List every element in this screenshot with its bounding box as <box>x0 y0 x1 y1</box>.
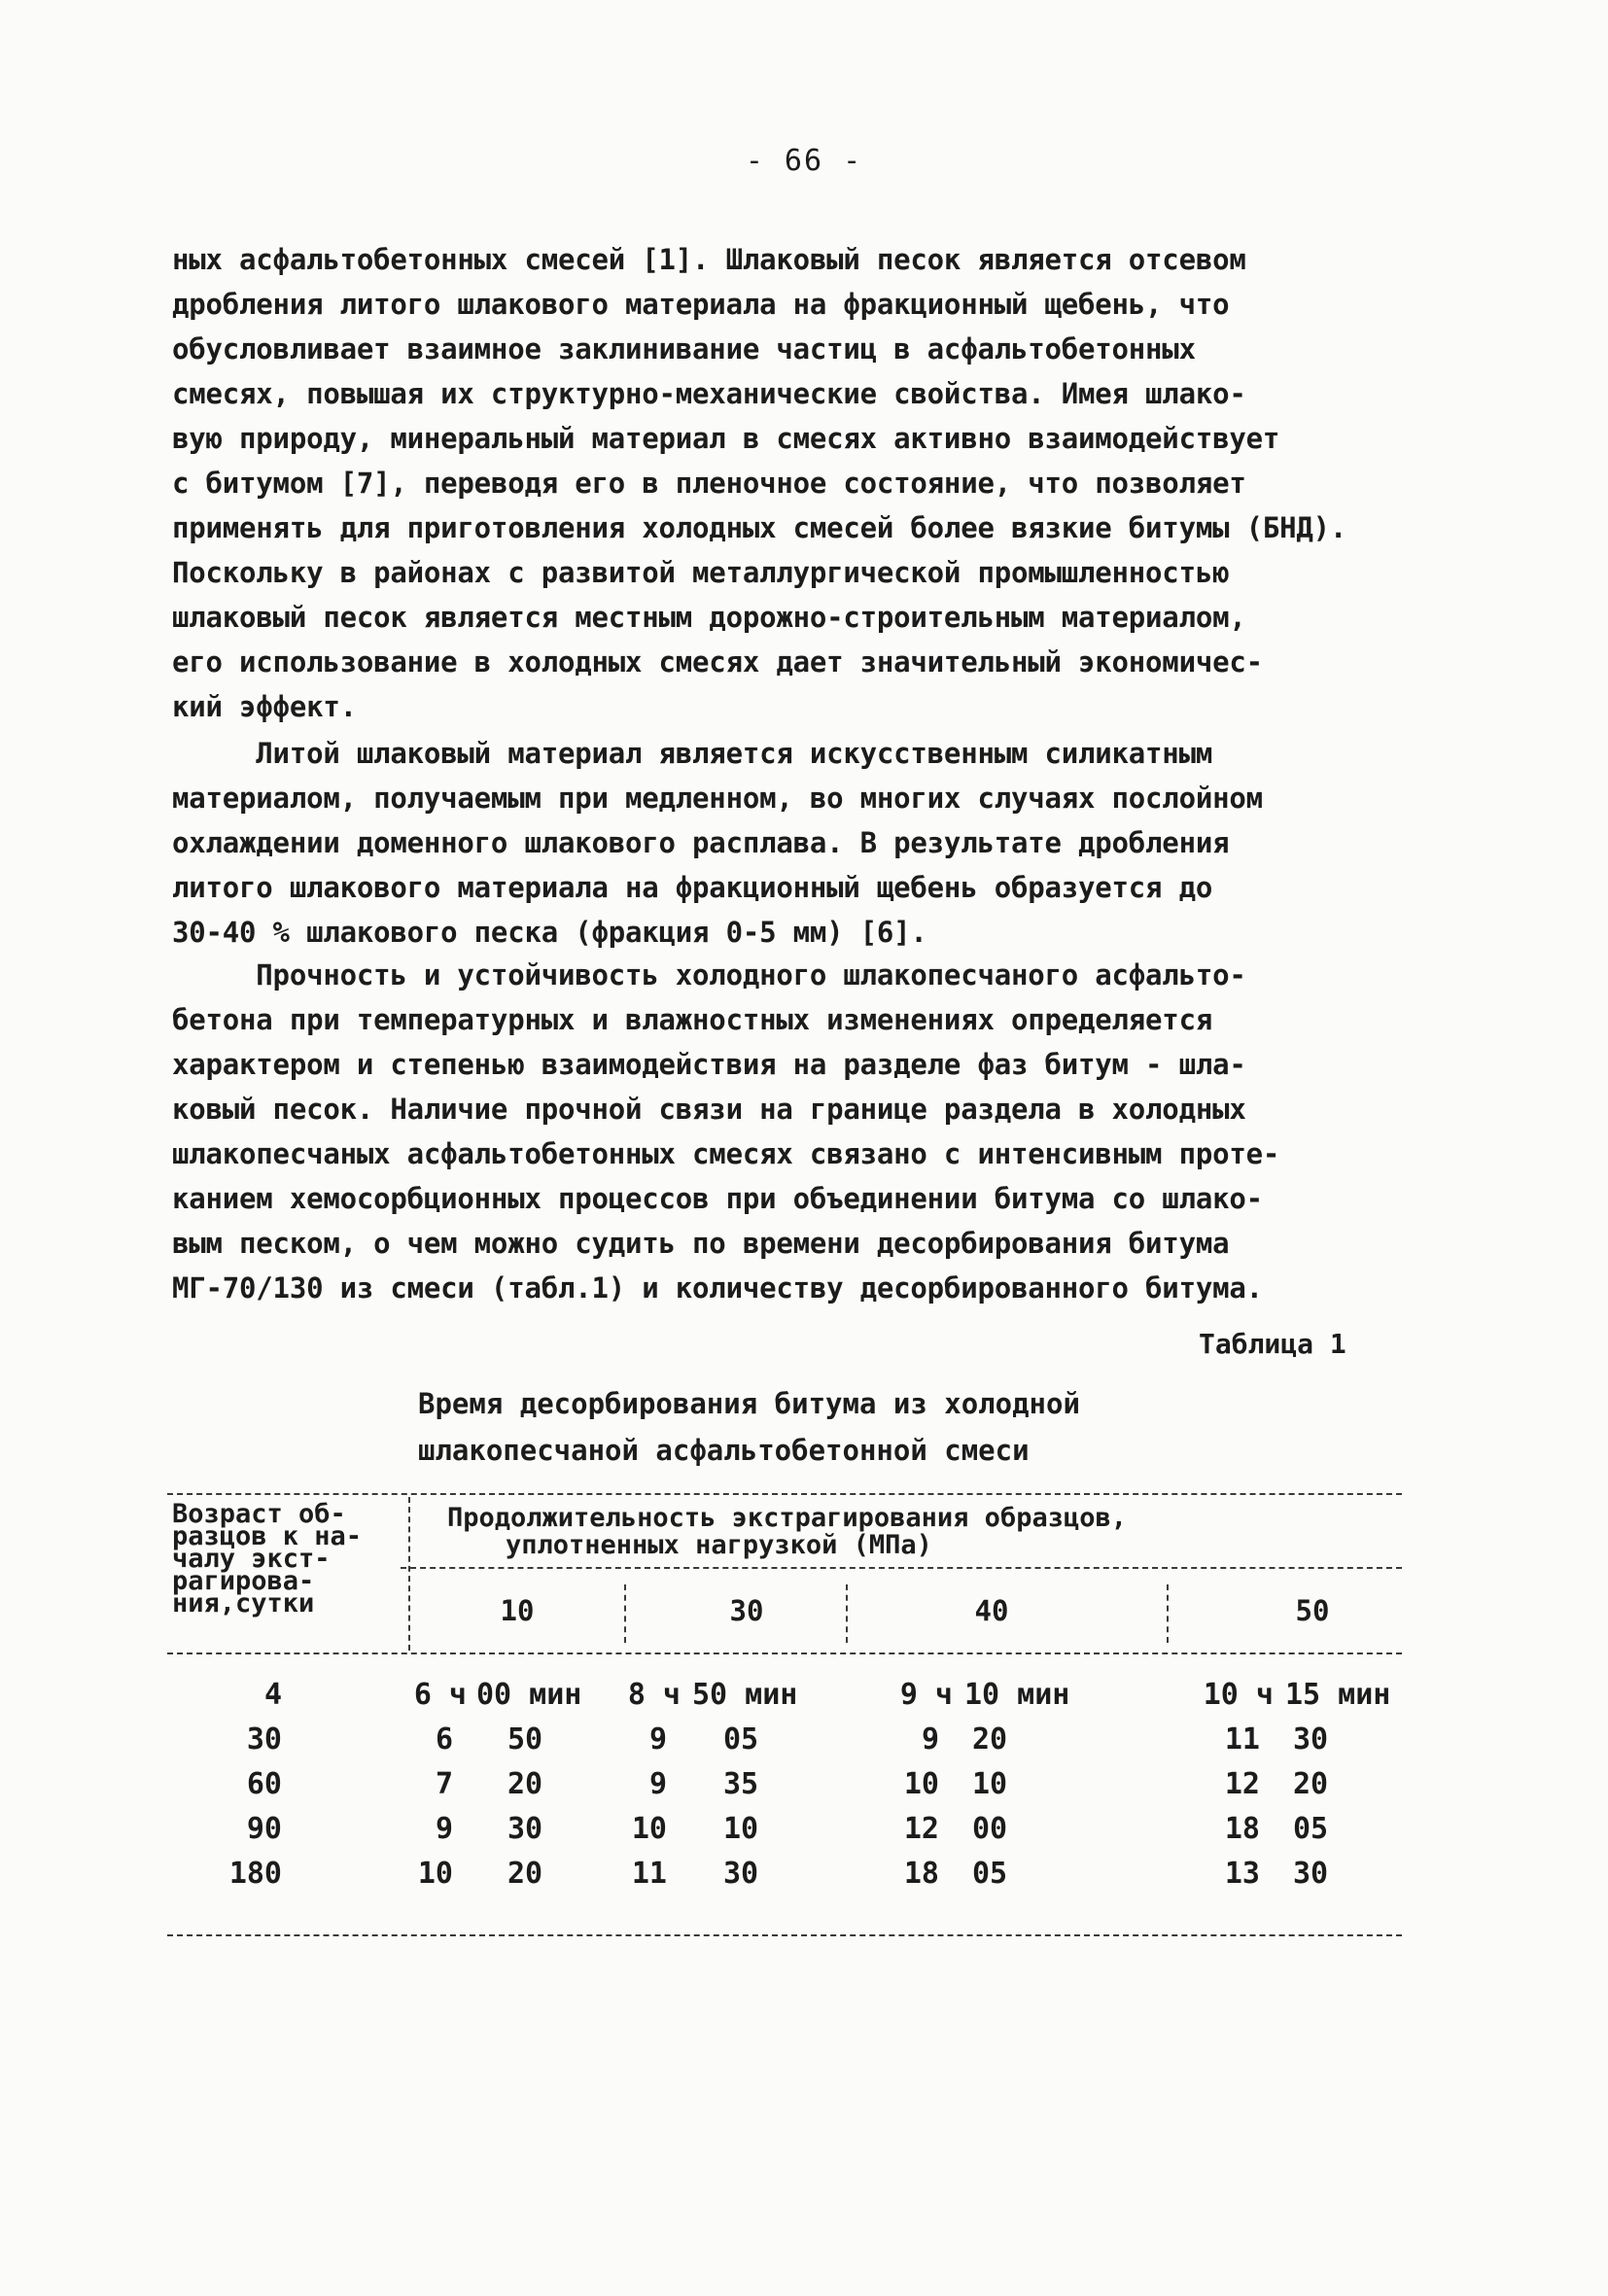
row-header-line: разцов к на- <box>172 1521 363 1551</box>
text-line: бетона при температурных и влажностных изменениях определяется <box>172 1003 1213 1036</box>
table-bottom-rule <box>167 1934 1402 1936</box>
text-line: шлаковый песок является местным дорожно-строительным материалом, <box>172 601 1246 634</box>
table-cell-age: 4 <box>263 1678 282 1712</box>
table-cell-hours: 10 ч <box>1203 1678 1274 1712</box>
table-cell-minutes: 30 <box>723 1857 759 1891</box>
table-cell-minutes: 30 <box>1293 1857 1329 1891</box>
table-cell-hours: 9 <box>435 1812 453 1846</box>
column-divider <box>624 1584 626 1643</box>
table-cell-hours: 10 <box>903 1767 939 1801</box>
paragraph-3 <box>172 953 1426 1310</box>
table-cell-minutes: 50 мин <box>692 1678 798 1712</box>
table-cell-age: 90 <box>246 1812 282 1846</box>
table-cell-minutes: 00 <box>972 1812 1008 1846</box>
table-cell-minutes: 20 <box>507 1857 543 1891</box>
text-line: кий эффект. <box>172 690 357 723</box>
column-group-line: Продолжительность экстрагирования образцов, <box>447 1503 1127 1533</box>
text-line: его использование в холодных смесях дает значительный экономичес- <box>172 645 1263 678</box>
table-cell-age: 30 <box>246 1722 282 1757</box>
text-line: Литой шлаковый материал является искусственным силикатным <box>172 737 1213 770</box>
text-line: вым песком, о чем можно судить по времени десорбирования битума <box>172 1227 1230 1260</box>
paragraph-2 <box>172 731 1426 955</box>
text-line: Поскольку в районах с развитой металлургической промышленностью <box>172 556 1230 589</box>
table-cell-hours: 9 <box>648 1722 667 1757</box>
text-line: охлаждении доменного шлакового расплава. В результате дробления <box>172 826 1230 859</box>
text-line: обусловливает взаимное заклинивание частиц в асфальтобетонных <box>172 332 1196 365</box>
table-cell-hours: 8 ч <box>627 1678 681 1712</box>
text-line: канием хемосорбционных процессов при объединении битума со шлако- <box>172 1182 1263 1215</box>
text-line: шлакопесчаных асфальтобетонных смесях связано с интенсивным проте- <box>172 1137 1280 1170</box>
row-header-line: чалу экст- <box>172 1544 331 1574</box>
table-cell-hours: 12 <box>1224 1767 1260 1801</box>
table-cell-hours: 18 <box>1224 1812 1260 1846</box>
column-group-header <box>447 1505 1400 1559</box>
table-cell-minutes: 50 <box>507 1722 543 1757</box>
table-cell-minutes: 05 <box>1293 1812 1329 1846</box>
table-cell-hours: 9 <box>648 1767 667 1801</box>
row-header-line: рагирова- <box>172 1566 315 1596</box>
table-cell-minutes: 30 <box>507 1812 543 1846</box>
column-divider <box>408 1497 410 1651</box>
table-cell-minutes: 35 <box>723 1767 759 1801</box>
table-cell-hours: 12 <box>903 1812 939 1846</box>
table-cell-minutes: 00 мин <box>476 1678 582 1712</box>
table-cell-hours: 7 <box>435 1767 453 1801</box>
table-label: Таблица 1 <box>1199 1328 1346 1360</box>
table-cell-minutes: 20 <box>1293 1767 1329 1801</box>
table-cell-age: 60 <box>246 1767 282 1801</box>
text-line: Прочность и устойчивость холодного шлакопесчаного асфальто- <box>172 958 1246 991</box>
text-line: применять для приготовления холодных смесей более вязкие битумы (БНД). <box>172 511 1347 544</box>
table-cell-age: 180 <box>228 1857 282 1891</box>
column-divider <box>1167 1584 1169 1643</box>
table-title <box>418 1380 1196 1474</box>
table-cell-minutes: 15 мин <box>1285 1678 1391 1712</box>
column-group-line: уплотненных нагрузкой (МПа) <box>506 1530 932 1560</box>
table-cell-minutes: 20 <box>507 1767 543 1801</box>
table-cell-hours: 6 <box>435 1722 453 1757</box>
table-cell-hours: 10 <box>631 1812 667 1846</box>
table-cell-hours: 18 <box>903 1857 939 1891</box>
column-header-10: 10 <box>500 1594 535 1627</box>
table-cell-hours: 9 <box>921 1722 939 1757</box>
table-cell-hours: 11 <box>1224 1722 1260 1757</box>
table-cell-hours: 6 ч <box>413 1678 467 1712</box>
text-line: смесях, повышая их структурно-механические свойства. Имея шлако- <box>172 377 1246 410</box>
table-cell-hours: 10 <box>417 1857 453 1891</box>
text-line: с битумом [7], переводя его в пленочное состояние, что позволяет <box>172 467 1246 500</box>
page-number: - 66 - <box>745 144 863 178</box>
text-line: дробления литого шлакового материала на фракционный щебень, что <box>172 288 1230 321</box>
table-cell-hours: 13 <box>1224 1857 1260 1891</box>
column-header-30: 30 <box>729 1594 764 1627</box>
table-cell-minutes: 05 <box>723 1722 759 1757</box>
text-line: МГ-70/130 из смеси (табл.1) и количеству десорбированного битума. <box>172 1271 1263 1305</box>
row-header <box>172 1499 405 1618</box>
table-cell-minutes: 05 <box>972 1857 1008 1891</box>
table-title-line: Время десорбирования битума из холодной <box>418 1387 1080 1420</box>
table-cell-minutes: 10 <box>723 1812 759 1846</box>
text-line: литого шлакового материала на фракционный щебень образуется до <box>172 871 1213 904</box>
text-line: вую природу, минеральный материал в смесях активно взаимодействует <box>172 422 1280 455</box>
table-cell-hours: 11 <box>631 1857 667 1891</box>
table-cell-minutes: 20 <box>972 1722 1008 1757</box>
row-header-line: ния,сутки <box>172 1588 315 1618</box>
table-cell-minutes: 30 <box>1293 1722 1329 1757</box>
table-header-rule <box>167 1652 1402 1654</box>
text-line: ковый песок. Наличие прочной связи на границе раздела в холодных <box>172 1093 1246 1126</box>
table-subheader-rule <box>401 1567 1402 1569</box>
text-line: ных асфальтобетонных смесей [1]. Шлаковый песок является отсевом <box>172 243 1246 276</box>
row-header-line: Возраст об- <box>172 1499 346 1529</box>
table-cell-minutes: 10 <box>972 1767 1008 1801</box>
paragraph-1 <box>172 237 1426 729</box>
column-header-50: 50 <box>1295 1594 1330 1627</box>
text-line: характером и степенью взаимодействия на разделе фаз битум - шла- <box>172 1048 1246 1081</box>
text-line: материалом, получаемым при медленном, во многих случаях послойном <box>172 782 1263 815</box>
table-cell-minutes: 10 мин <box>964 1678 1070 1712</box>
table-cell-hours: 9 ч <box>899 1678 953 1712</box>
text-line: 30-40 % шлакового песка (фракция 0-5 мм) [6]. <box>172 916 927 949</box>
column-header-40: 40 <box>974 1594 1009 1627</box>
table-title-line: шлакопесчаной асфальтобетонной смеси <box>418 1434 1030 1467</box>
column-divider <box>846 1584 848 1643</box>
table-top-rule <box>167 1493 1402 1495</box>
